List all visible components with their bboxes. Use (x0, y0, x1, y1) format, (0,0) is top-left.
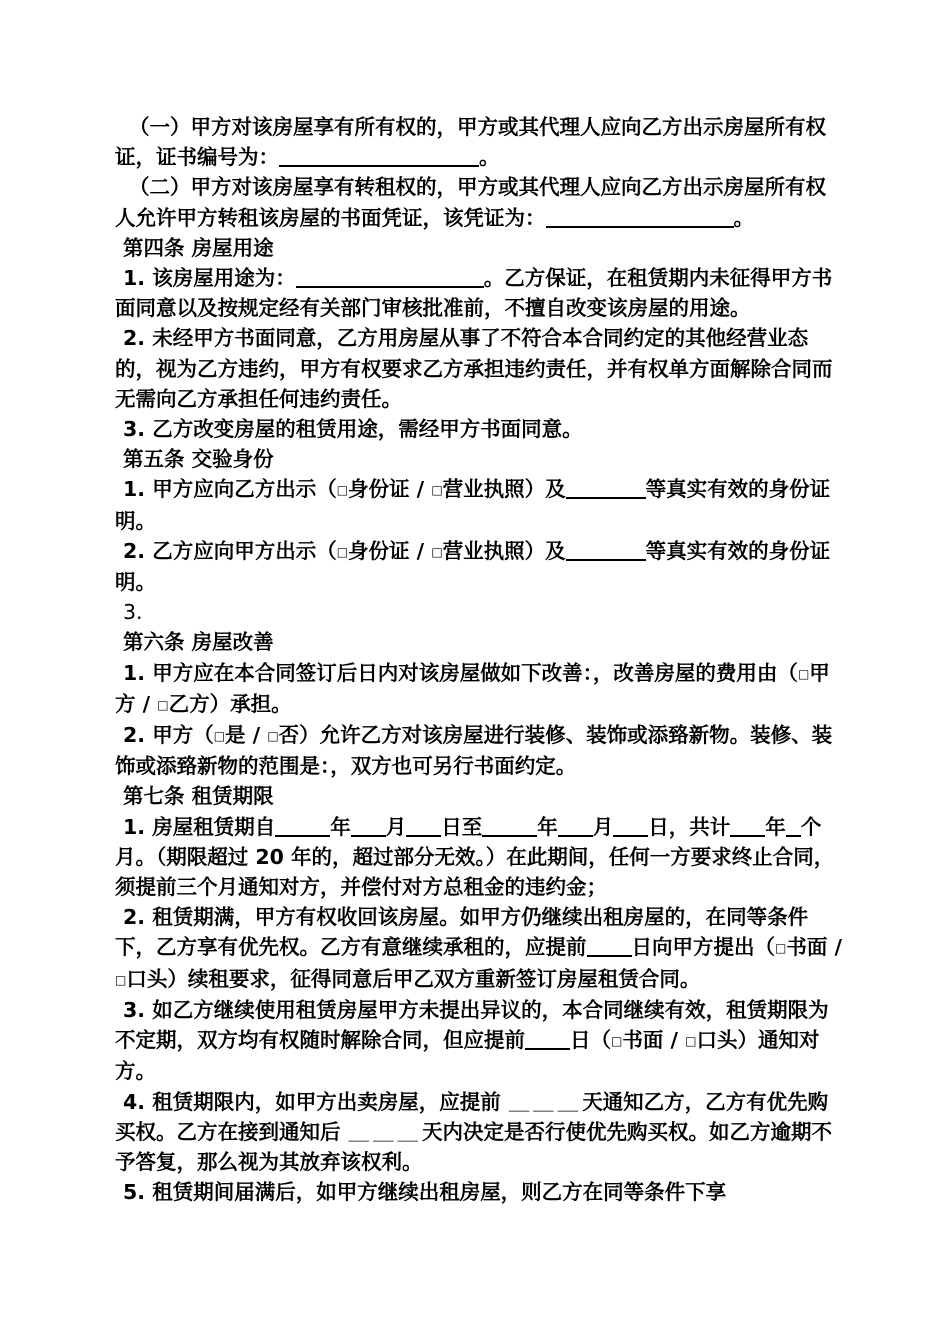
article-5-item-3: 3. (123, 600, 143, 625)
blank-line (525, 1028, 570, 1050)
text: 是 / (225, 723, 268, 748)
text: 1. 房屋租赁期自 (123, 814, 276, 839)
checkbox-icon: □ (115, 972, 127, 987)
blank-line (587, 935, 632, 957)
text: 日向甲方提出（ (631, 935, 775, 960)
article-6-item-2 (115, 720, 843, 781)
article-7-item-1 (115, 812, 843, 903)
text: 等真实有效的身份证明。 (115, 477, 831, 533)
text: 甲方 / (115, 660, 830, 716)
text: 口头）续租要求，征得同意后甲乙双方重新签订房屋租赁合同。 (126, 966, 701, 991)
checkbox-icon: □ (431, 544, 443, 559)
blank-line (566, 539, 646, 561)
text: 乙方）承担。 (168, 691, 292, 716)
text: 否）允许乙方对该房屋进行装修、装饰或添臵新物。装修、装饰或添臵新物的范围是：，双方也可另行书面约定。 (115, 723, 833, 779)
checkbox-icon: □ (431, 483, 443, 498)
text: （二）甲方对该房屋享有转租权的，甲方或其代理人应向乙方出示房屋所有权人允许甲方转租该房屋的书面凭证，该凭证为： (115, 175, 826, 230)
article-7-heading: 第七条 租赁期限 (123, 784, 274, 809)
checkbox-icon: □ (336, 483, 349, 498)
text: 2. 乙方应向甲方出示（ (123, 538, 337, 563)
text: 1. 该房屋用途为： (123, 266, 296, 291)
text: 月 (385, 814, 407, 839)
text: 身份证 / (348, 538, 432, 563)
text: 天内决定是否行使优先购买权。如乙方逾期不予答复，那么视为其放弃该权利。 (115, 1119, 832, 1174)
blank-line (558, 815, 593, 837)
checkbox-icon: □ (213, 729, 226, 744)
article-4-item-3: 3. 乙方改变房屋的租赁用途，需经甲方书面同意。 (123, 417, 583, 442)
article-4-item-1 (115, 263, 843, 323)
text: 年 (765, 814, 786, 839)
checkbox-icon: □ (797, 666, 810, 681)
text: 1. 甲方应在本合同签订后日内对该房屋做如下改善：，改善房屋的费用由（ (123, 660, 798, 685)
blank-underscore: ＿＿＿ (508, 1089, 583, 1114)
checkbox-icon: □ (685, 1034, 697, 1049)
article-5-item-1 (115, 474, 843, 535)
text: 。乙方保证，在租赁期内未征得甲方书面同意以及按规定经有关部门审核批准前，不擅自改变该房屋的用途。 (115, 266, 833, 321)
article-7-item-4 (115, 1087, 843, 1178)
paragraph-ownership (115, 112, 843, 172)
text: 1. 甲方应向乙方出示（ (123, 477, 337, 502)
text: 年 (330, 814, 351, 839)
text: （一）甲方对该房屋享有所有权的，甲方或其代理人应向乙方出示房屋所有权证，证书编号为： (115, 115, 826, 170)
article-4-heading: 第四条 房屋用途 (123, 235, 274, 260)
blank-underscore: ＿＿＿ (348, 1119, 422, 1144)
article-5-item-2 (115, 536, 843, 597)
text: 个月。（期限超过 20 年的，超过部分无效。）在此期间，任何一方要求终止合同，须提前三个月通知对方，并偿付对方总租金的违约金； (115, 814, 835, 900)
checkbox-icon: □ (336, 544, 349, 559)
blank-line (546, 206, 734, 228)
article-7-item-3 (115, 995, 843, 1087)
text: 4. 租赁期限内，如甲方出卖房屋，应提前 (123, 1089, 501, 1114)
blank-line (296, 266, 484, 288)
text: 天通知乙方，乙方有优先购买权。乙方在接到通知后 (115, 1089, 829, 1144)
text: 等真实有效的身份证明。 (115, 538, 831, 595)
text: 3. 如乙方继续使用租赁房屋甲方未提出异议的，本合同继续有效，租赁期限为不定期，双方均有权随时解除合同，但应提前 (115, 997, 829, 1053)
text: 日（ (570, 1028, 611, 1053)
blank-line (351, 815, 386, 837)
text: 年 (537, 814, 558, 839)
checkbox-icon: □ (267, 729, 279, 744)
text: 书面 / (786, 935, 842, 960)
text: 口头）通知对方。 (115, 1028, 820, 1084)
blank-line (279, 145, 479, 167)
blank-line (566, 477, 646, 499)
blank-line (275, 815, 330, 837)
text: 月 (592, 814, 614, 839)
text: 2. 租赁期满，甲方有权收回该房屋。如甲方仍继续出租房屋的，在同等条件下，乙方享有优先权。乙方有意继续承租的，应提前 (115, 905, 809, 960)
text: 书面 / (622, 1028, 686, 1053)
article-7-item-5: 5. 租赁期间届满后，如甲方继续出租房屋，则乙方在同等条件下享 (123, 1180, 727, 1205)
checkbox-icon: □ (775, 941, 787, 956)
blank-line (406, 815, 441, 837)
text: 营业执照）及 (442, 477, 566, 502)
text: 营业执照）及 (442, 538, 566, 563)
text: 日至 (441, 814, 483, 839)
article-7-item-2 (115, 902, 843, 995)
text: 。 (479, 145, 500, 170)
paragraph-sublease (115, 172, 843, 232)
article-6-heading: 第六条 房屋改善 (123, 630, 274, 655)
blank-line (786, 815, 801, 837)
blank-line (482, 815, 537, 837)
checkbox-icon: □ (611, 1034, 623, 1049)
blank-line (613, 815, 648, 837)
article-4-item-2: 2. 未经甲方书面同意，乙方用房屋从事了不符合本合同约定的其他经营业态的，视为乙方违约，甲方有权要求乙方承担违约责任，并有权单方面解除合同而无需向乙方承担任何违约责任。 (115, 326, 833, 411)
article-5-heading: 第五条 交验身份 (123, 447, 274, 472)
article-6-item-1 (115, 658, 843, 720)
text: 日，共计 (648, 814, 731, 839)
document-page (115, 112, 843, 1207)
text: 。 (733, 205, 754, 230)
text: 2. 甲方（ (123, 723, 214, 748)
text: 身份证 / (348, 477, 432, 502)
checkbox-icon: □ (157, 697, 169, 712)
blank-line (730, 815, 765, 837)
